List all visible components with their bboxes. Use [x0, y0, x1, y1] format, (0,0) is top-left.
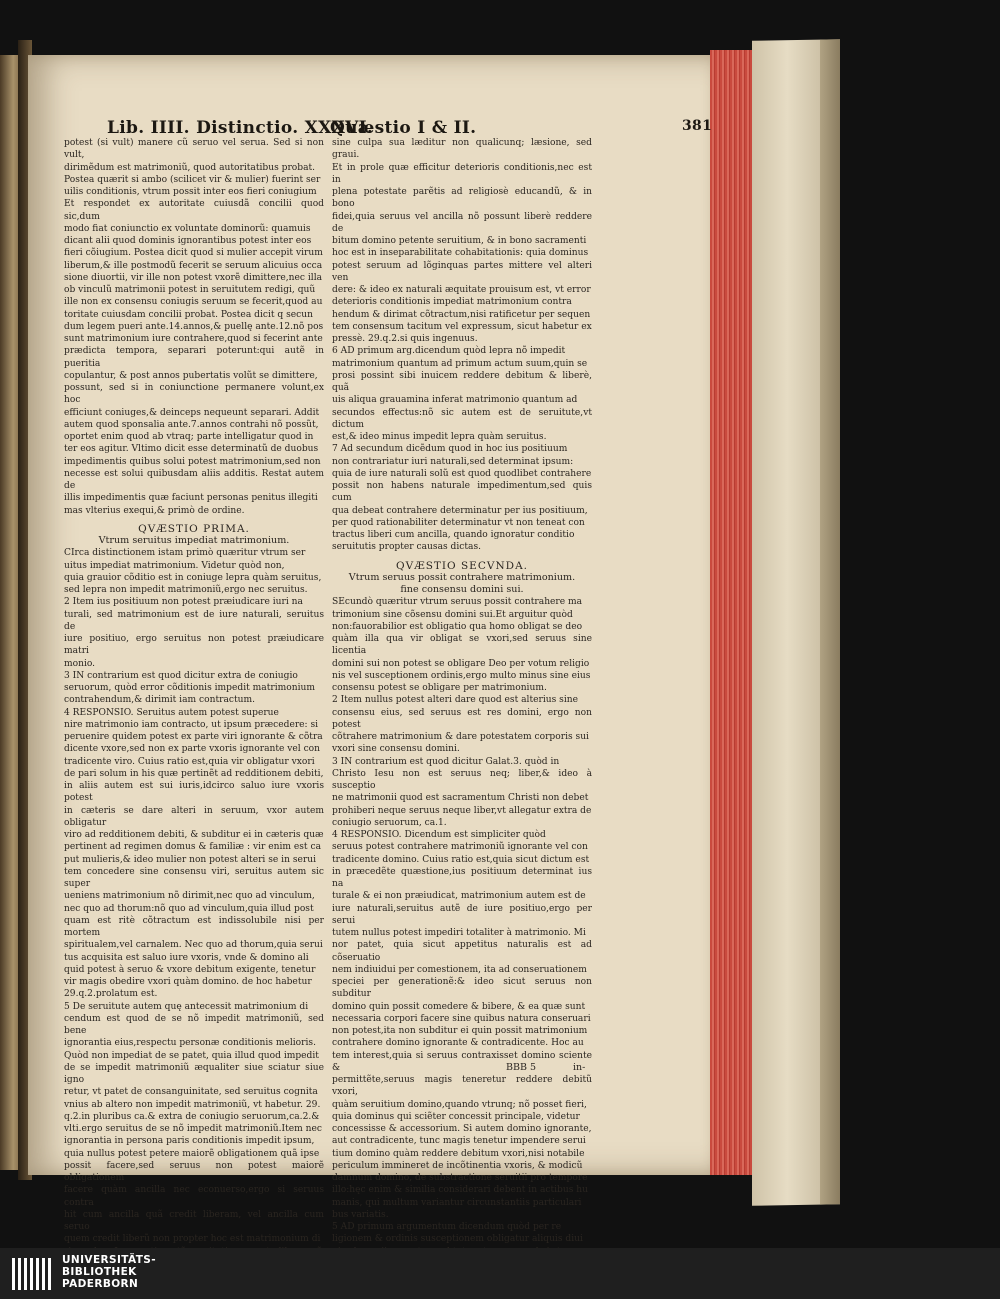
text-line: quia de iure naturali solũ est quod quodlibet contrahere	[332, 468, 592, 479]
text-line: periculum immineret de incõtinentia vxoris, & modicũ	[332, 1160, 583, 1171]
text-line: bus variatis.	[332, 1209, 389, 1220]
text-line: seruorum, quòd error cõditionis impedit matrimonium	[64, 683, 315, 693]
text-line: 2 Item ius positiuum non potest præiudicare iuri na	[64, 597, 303, 608]
text-line: quàm seruitium domino,quando vtrunq; nõ posset fieri,	[332, 1099, 587, 1110]
text-line: potest seruum ad lõginquas partes mittere vel alteri ven	[332, 260, 592, 283]
text-line: Et respondet ex autoritate cuiusdã concilii quod sic,dum	[64, 199, 324, 222]
text-line: quia grauior cõditio est in coniuge lepra quàm seruitus,	[64, 572, 322, 583]
text-line: possit facere,sed seruus non potest maiorẽ obligationem	[64, 1160, 324, 1183]
text-line: put mulieris,& ideo mulier non potest alteri se in serui	[64, 854, 316, 865]
library-name-line: UNIVERSITÄTS-	[62, 1254, 157, 1266]
text-line: peruenire quidem potest ex parte viri ignorante & cõtra	[64, 732, 323, 742]
text-line: liberum,& ille postmodũ fecerit se seruum alicuius occa	[64, 260, 323, 271]
text-line: non:fauorabilior est obligatio qua homo obligat se deo	[332, 621, 583, 632]
library-logo-icon	[12, 1258, 56, 1290]
text-line: oportet enim quod ab vtraq; parte intelligatur quod in	[64, 432, 314, 442]
text-line: tradicente viro. Cuius ratio est,quia vir obligatur vxori	[64, 756, 315, 767]
question-subtitle: Vtrum seruitus impediat matrimonium.	[98, 535, 290, 546]
text-line: domini sui non potest se obligare Deo per votum religio	[332, 658, 590, 669]
text-line: ignorantia eius,respectu personæ conditionis melioris.	[64, 1038, 316, 1049]
text-line: nec quo ad thorum:nõ quo ad vinculum,quia illud post	[64, 903, 314, 914]
text-line: turale & ei non præiudicat, matrimonium autem est de	[332, 891, 586, 902]
text-line: sed lepra non impedit matrimoniũ,ergo nec seruitus.	[64, 585, 308, 595]
text-line: mas vlterius exequi,& primò de ordine.	[64, 505, 245, 516]
text-line: quia dominus qui sciẽter concessit principale, videtur	[332, 1111, 580, 1122]
text-line: Christo Iesu non est seruus neq; liber,& ideo à susceptio	[332, 768, 592, 791]
text-line: Quòd non impediat de se patet, quia illud quod impedit	[64, 1050, 319, 1061]
text-line: viro ad redditionem debiti, & subditur ei in cæteris quæ	[64, 830, 324, 840]
text-line: sunt matrimonium iure contrahere,quod si fecerint ante	[64, 334, 323, 344]
text-line: 7 Ad secundum dicẽdum quod in hoc ius positiuum	[332, 444, 568, 455]
text-line: 2 Item nullus potest alteri dare quod est alterius sine	[332, 695, 578, 706]
text-line: 29.q.2.prolatum est.	[64, 989, 158, 1000]
text-line: est,& ideo minus impedit lepra quàm seruitus.	[332, 432, 547, 442]
text-line: ille non ex consensu coniugis seruum se fecerit,quod au	[64, 297, 323, 308]
catchword: in-	[573, 1062, 586, 1073]
running-head-book: Lib. IIII. Distinctio. XXXVI.	[107, 118, 374, 138]
text-line: facere quàm ancilla nec econuerso,ergo si seruus contra	[64, 1185, 324, 1208]
text-line: potest (si vult) manere cũ seruo vel serua. Sed si non vult,	[64, 138, 324, 161]
question-subtitle: fine consensu domini sui.	[400, 584, 524, 595]
text-line: 4 RESPONSIO. Dicendum est simpliciter quòd	[332, 830, 546, 840]
text-line: quid potest à seruo & vxore debitum exigente, tenetur	[64, 964, 316, 975]
text-line: possit non habens naturale impedimentum,sed quis cum	[332, 481, 592, 504]
text-line: fidei,quia seruus vel ancilla nõ possunt liberè reddere de	[332, 211, 592, 234]
text-line: permittẽte,seruus magis teneretur reddere debitũ vxori,	[332, 1075, 592, 1098]
text-line: SEcundò quæritur vtrum seruus possit contrahere ma	[332, 597, 583, 608]
text-line: damnum domino, de substractione seruitii pro tempore	[332, 1173, 588, 1183]
text-line: q.2.in pluribus ca.& extra de coniugio seruorum,ca.2.&	[64, 1111, 320, 1122]
text-line: 5 De seruitute autem quę antecessit matrimonium di	[64, 1001, 309, 1012]
text-line: 3 IN contrarium est quod dicitur extra de coniugio	[64, 670, 298, 681]
column-text	[64, 137, 324, 517]
text-line: dere: & ideo ex naturali æquitate prouisum est, vt error	[332, 285, 591, 295]
text-line: nire matrimonio iam contracto, ut ipsum præcedere: si	[64, 719, 319, 730]
text-line: tutem nullus potest impediri totaliter à matrimonio. Mi	[332, 928, 586, 938]
text-line: nis vel susceptionem ordinis,ergo multo minus sine eius	[332, 670, 591, 681]
column-text	[64, 547, 324, 1248]
text-line: uilis conditionis, vtrum possit inter eos fieri coniugium	[64, 187, 317, 197]
text-line: sine culpa sua læditur non qualicunq; læsione, sed graui.	[332, 138, 592, 161]
question-heading: QVÆSTIO SECVNDA.	[396, 559, 528, 572]
text-line: deterioris conditionis impediat matrimonium contra	[332, 297, 572, 308]
text-line: illo:hęc enim & similia considerari debent in actibus hu	[332, 1185, 588, 1196]
text-line: 4 RESPONSIO. Seruitus autem potest superue	[64, 707, 279, 718]
text-line: ignorantia in persona paris conditionis impedit ipsum,	[64, 1136, 315, 1147]
text-line: non potest,ita non subditur ei quin possit matrimonium	[332, 1026, 588, 1036]
text-line: monio.	[64, 658, 96, 669]
text-line: non contrariatur iuri naturali,sed determinat ipsum:	[332, 456, 574, 467]
text-line: pertinent ad regimen domus & familiæ : vir enim est ca	[64, 842, 321, 853]
text-line: seruus potest contrahere matrimoniũ ignorante vel con	[332, 842, 588, 853]
text-line: dicente vxore,sed non ex parte vxoris ignorante vel con	[64, 744, 321, 755]
text-line: tium domino quàm reddere debitum vxori,nisi notabile	[332, 1148, 585, 1159]
text-line: trimonium sine cõsensu domini sui.Et arguitur quòd	[332, 609, 573, 620]
text-line: domino quin possit comedere & bibere, & ea quæ sunt	[332, 1001, 586, 1012]
text-line: sione diuortii, vir ille non potest vxorẽ dimittere,nec illa	[64, 272, 323, 283]
text-line: vxori sine consensu domini.	[332, 744, 460, 755]
text-line: contrahendum,& dirimit iam contractum.	[64, 695, 255, 706]
text-line: hoc est in inseparabilitate cohabitationis: quia dominus	[332, 248, 589, 259]
text-line: in cæteris se dare alteri in seruum, vxor autem obligatur	[64, 805, 324, 828]
text-line: contrahere domino ignorante & contradicente. Hoc au	[332, 1038, 584, 1049]
text-line: retur, vt patet de consanguinitate, sed seruitus cognita	[64, 1087, 318, 1098]
text-line: per quod rationabiliter determinatur vt non teneat con	[332, 517, 585, 528]
text-line: 5 AD primum argumentum dicendum quòd per re	[332, 1222, 562, 1232]
text-line: tem interest,quia si seruus contraxisset domino sciente &	[332, 1050, 592, 1073]
text-line: ligionem & ordinis susceptionem obligatur aliquis diui	[332, 1234, 583, 1245]
text-line: coniugio seruorum, ca.1.	[332, 817, 447, 828]
text-line: in præcedẽte quæstione,ius positiuum determinat ius na	[332, 866, 592, 889]
text-line: efficiunt coniuges,& deinceps nequeunt separari. Addit	[64, 407, 320, 418]
text-line: pressè. 29.q.2.si quis ingenuus.	[332, 334, 478, 344]
text-line: dicant alii quod dominis ignorantibus potest inter eos	[64, 236, 312, 246]
text-line: hit cum ancilla quã credit liberam, vel ancilla cum seruo	[64, 1209, 324, 1232]
text-line: qua debeat contrahere determinatur per ius positiuum,	[332, 505, 588, 516]
text-line: iure naturali,seruitus autẽ de iure positiuo,ergo per serui	[332, 903, 592, 926]
text-line: quem credit liberũ non propter hoc est matrimonium di	[64, 1234, 321, 1245]
text-line: necessaria corpori facere sine quibus natura conseruari	[332, 1013, 591, 1024]
text-line: toritate cuiusdam concilii probat. Postea dicit q secun	[64, 309, 313, 320]
text-line: nor patet, quia sicut appetitus naturalis est ad cõseruatio	[332, 940, 592, 963]
text-line: uitus impediat matrimonium. Videtur quòd non,	[64, 560, 285, 571]
text-line: impedimentis quibus solui potest matrimonium,sed non	[64, 456, 321, 467]
column-text	[332, 596, 592, 1248]
text-line: consensu potest se obligare per matrimonium.	[332, 683, 547, 693]
text-line: quia nullus potest petere maiorẽ obligationem quã ipse	[64, 1148, 320, 1159]
text-line: aut contradicente, tunc magis tenetur impendere serui	[332, 1136, 586, 1147]
text-line: tradicente domino. Cuius ratio est,quia sicut dictum est	[332, 854, 590, 865]
text-line: cendum est quod de se nõ impedit matrimoniũ, sed bene	[64, 1013, 324, 1036]
text-line: turali, sed matrimonium est de iure naturali, seruitus de	[64, 609, 324, 632]
text-line: 6 AD primum arg.dicendum quòd lepra nõ impedit	[332, 346, 566, 357]
text-line: nem indiuidui per comestionem, ita ad conseruationem	[332, 964, 587, 975]
text-line: copulantur, & post annos pubertatis volũt se dimittere,	[64, 370, 318, 381]
text-line: speciei per generationẽ:& ideo sicut seruus non subditur	[332, 977, 592, 1000]
text-line: fieri cõiugium. Postea dicit quod si mulier accepit virum	[64, 248, 323, 259]
library-name	[62, 1254, 156, 1290]
text-line: tractus liberi cum ancilla, quando ignoratur conditio	[332, 530, 575, 540]
text-line: vnius ab altero non impedit matrimoniũ, vt habetur. 29.	[64, 1099, 321, 1110]
text-line: de pari solum in his quæ pertinẽt ad redditionem debiti,	[64, 768, 324, 779]
text-line: seruitutis propter causas dictas.	[332, 542, 482, 553]
text-line: quam est ritè cõtractum est indissolubile nisi per mortem	[64, 915, 324, 938]
text-line: prosi possint sibi inuicem reddere debitum & liberè, quã	[332, 370, 592, 393]
question-heading: QVÆSTIO PRIMA.	[138, 522, 250, 535]
text-line: modo fiat coniunctio ex voluntate dominorũ: quamuis	[64, 223, 311, 234]
text-line: hendum & dirimat cõtractum,nisi ratificetur per sequen	[332, 309, 591, 320]
text-line: plena potestate parẽtis ad religiosè educandũ, & in bono	[332, 187, 592, 210]
question-subtitle: Vtrum seruus possit contrahere matrimonium.	[348, 571, 576, 583]
text-line: quàm illa qua vir obligat se vxori,sed seruus sine licentia	[332, 634, 592, 657]
text-line: ueniens matrimonium nõ dirimit,nec quo ad vinculum,	[64, 891, 315, 902]
library-name-line: BIBLIOTHEK	[62, 1266, 137, 1278]
text-line: 3 IN contrarium est quod dicitur Galat.3. quòd in	[332, 756, 560, 767]
text-line: spiritualem,vel carnalem. Nec quo ad thorum,quia serui	[64, 940, 323, 951]
text-line: possunt, sed si in coniunctione permanere volunt,ex hoc	[64, 383, 324, 406]
text-line: cõtrahere matrimonium & dare potestatem corporis sui	[332, 732, 589, 742]
text-line: ob vinculũ matrimonii potest in seruitutem redigi, quũ	[64, 285, 316, 295]
text-line: tus acquisita est saluo iure vxoris, vnde & domino ali	[64, 952, 309, 963]
folio-number: 381	[682, 118, 713, 134]
text-line: dirimẽdum est matrimoniũ, quod autoritatibus probat.	[64, 162, 316, 173]
text-line: ne matrimonii quod est sacramentum Christi non debet	[332, 793, 589, 804]
text-column-right	[332, 137, 592, 1248]
text-line: iure positiuo, ergo seruitus non potest præiudicare matri	[64, 634, 324, 657]
text-line: necesse est solui quibusdam aliis additis. Restat autem de	[64, 468, 324, 491]
library-footer	[0, 1248, 1000, 1299]
text-column-left	[64, 137, 324, 1248]
text-line: secundos effectus:nõ sic autem est de seruitute,vt dictum	[332, 407, 592, 430]
text-line: bitum domino petente seruitium, & in bono sacramenti	[332, 236, 587, 246]
running-head-question: Quæstio I & II.	[330, 118, 477, 138]
red-page-edges	[710, 50, 752, 1175]
text-line: vlti.ergo seruitus de se nõ impedit matrimoniũ.Item nec	[64, 1124, 322, 1134]
text-line: Postea quærit si ambo (scilicet vir & mulier) fuerint ser	[64, 174, 321, 185]
text-line: ter eos agitur. Vltimo dicit esse determinatũ de duobus	[64, 444, 319, 455]
text-line: matrimonium quantum ad primum actum suum,quin se	[332, 358, 588, 369]
text-line: prædicta tempora, separari poterunt:qui autẽ in pueritia	[64, 346, 324, 369]
text-line: tem concedere sine consensu viri, seruitus autem sic super	[64, 866, 324, 889]
text-line: consensu eius, sed seruus est res domini, ergo non potest	[332, 707, 592, 730]
text-line: vir magis obedire vxori quàm domino. de hoc habetur	[64, 977, 312, 987]
text-line: concessisse & accessorium. Si autem domino ignorante,	[332, 1124, 592, 1134]
text-line: autem quod sponsalia ante.7.annos contrahi nõ possũt,	[64, 419, 319, 430]
text-line: de se impedit matrimoniũ æqualiter siue sciatur siue igno	[64, 1062, 324, 1085]
column-text	[332, 137, 592, 554]
text-line: uis aliqua grauamina inferat matrimonio quantum ad	[332, 395, 578, 406]
text-line: Et in prole quæ efficitur deterioris conditionis,nec est in	[332, 162, 592, 185]
library-name-line: PADERBORN	[62, 1278, 139, 1290]
text-line: in aliis autem est sui iuris,idcirco saluo iure vxoris potest	[64, 781, 324, 804]
text-line: tem consensum tacitum vel expressum, sicut habetur ex	[332, 321, 592, 332]
text-line: CIrca distinctionem istam primò quæritur vtrum ser	[64, 548, 306, 559]
signature-mark: BBB 5	[506, 1062, 537, 1073]
text-line: prohiberi neque seruus neque liber,vt allegatur extra de	[332, 805, 592, 816]
vellum-binding	[752, 39, 840, 1206]
text-line: manis, qui multum variantur circunstantiis particulari	[332, 1197, 582, 1208]
text-line: dum legem pueri ante.14.annos,& puellę ante.12.nõ pos	[64, 321, 324, 332]
text-line: illis impedimentis quæ faciunt personas penitus illegiti	[64, 493, 318, 504]
